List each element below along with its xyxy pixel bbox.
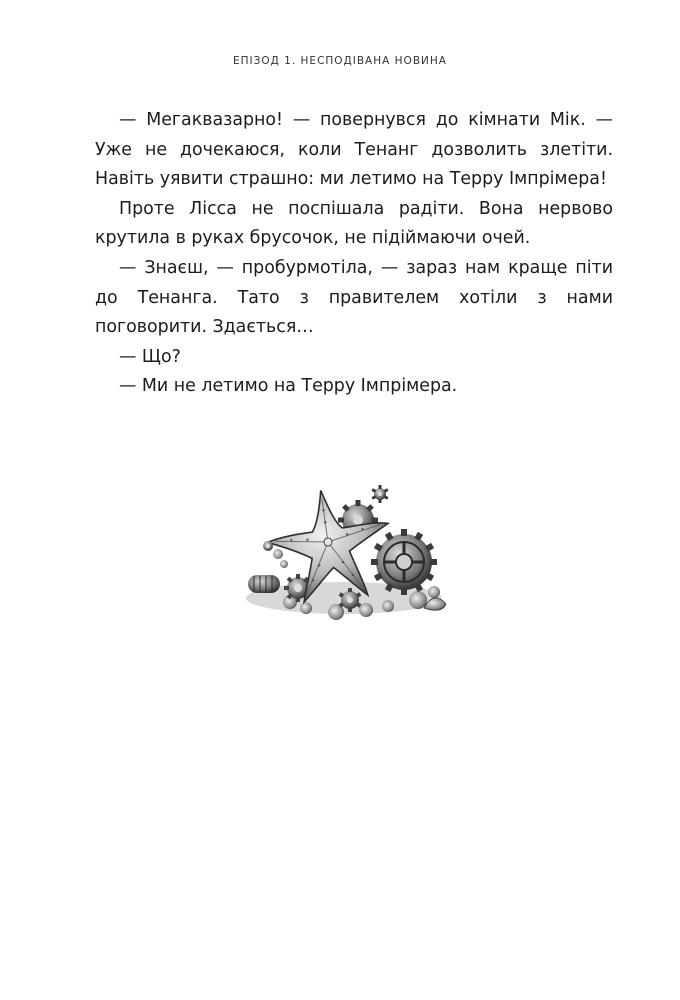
paragraph-1: — Мегаквазарно! — повернувся до кімнати Мік. — Уже не дочекаюся, коли Тенанг дозволить злетіти. Навіть уявити страшно: ми летимо на Терру Імпрімера!	[95, 110, 613, 190]
paragraph-3: — Знаєш, — пробурмотіла, — зараз нам краще піти до Тенанга. Тато з правителем хотіли з нами поговорити. Здається…	[95, 257, 613, 338]
body-text	[95, 106, 613, 402]
starfish-gears-icon	[238, 480, 450, 630]
paragraph-4: — Що?	[119, 346, 181, 367]
paragraph-2: Проте Лісса не поспішала радіти. Вона нервово крутила в руках брусочок, не підіймаючи очей.	[95, 198, 613, 249]
running-header: ЕПІЗОД 1. НЕСПОДІВАНА НОВИНА	[233, 55, 447, 67]
paragraph-5: — Ми не летимо на Терру Імпрімера.	[119, 376, 458, 397]
